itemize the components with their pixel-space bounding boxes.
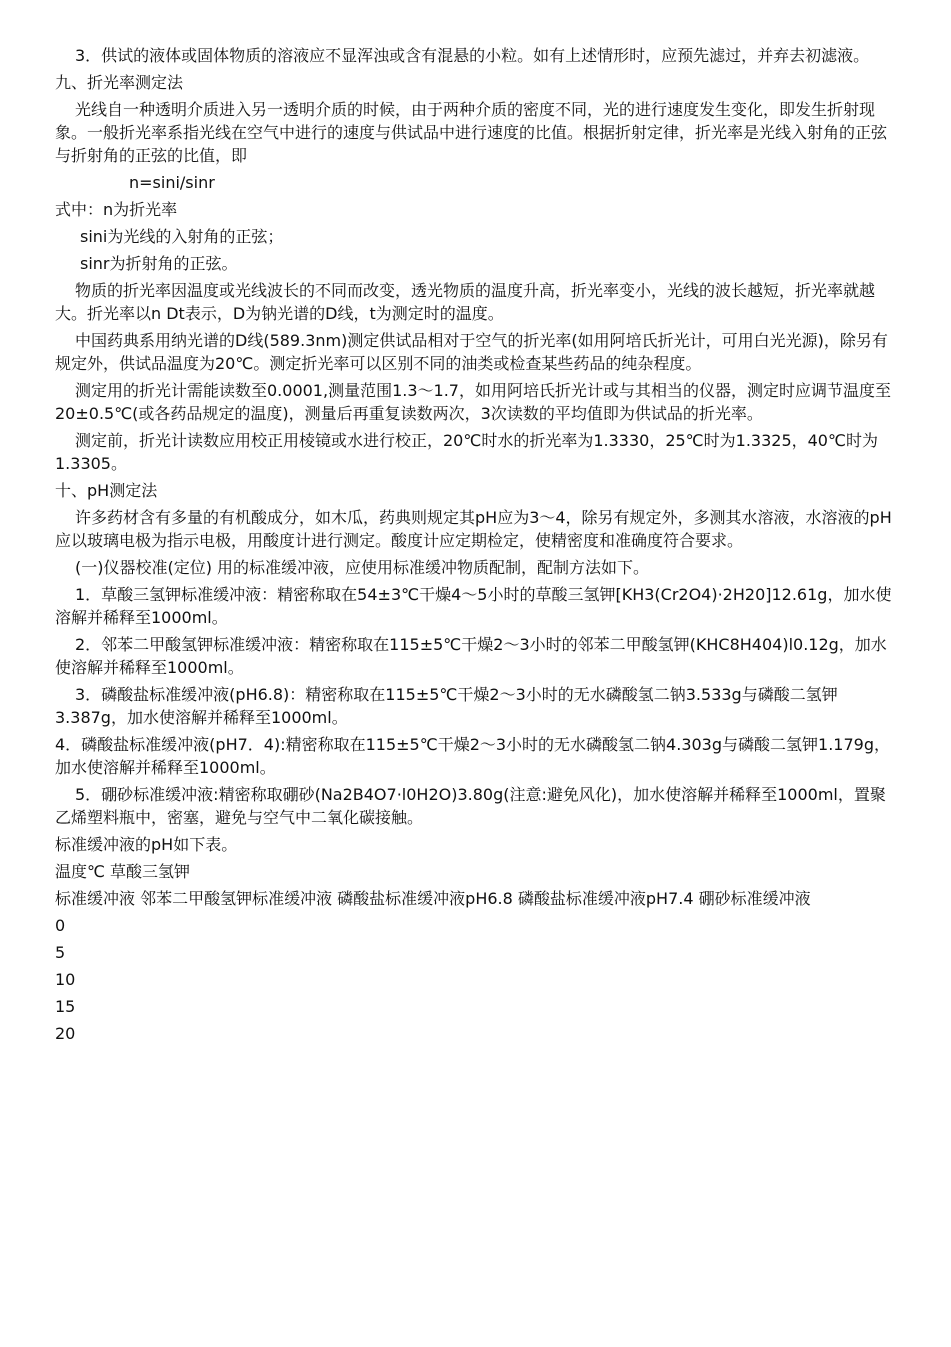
paragraph: 测定前，折光计读数应用校正用棱镜或水进行校正，20℃时水的折光率为1.3330，25℃时为1.3325，40℃时为1.3305。 (55, 431, 878, 473)
paragraph: 3．供试的液体或固体物质的溶液应不显浑浊或含有混悬的小粒。如有上述情形时，应预先滤过，并弃去初滤液。 (75, 46, 870, 65)
paragraph: 式中：n为折光率 (55, 200, 178, 219)
paragraph: (一)仪器校准(定位) 用的标准缓冲液，应使用标准缓冲物质配制，配制方法如下。 (75, 558, 650, 577)
section-heading-ph: 十、pH测定法 (55, 481, 158, 500)
definition-line: sinr为折射角的正弦。 (80, 254, 238, 273)
definition-line: sini为光线的入射角的正弦； (80, 227, 284, 246)
temperature-value: 15 (55, 997, 76, 1016)
temperature-value: 5 (55, 943, 66, 962)
paragraph: 光线自一种透明介质进入另一透明介质的时候，由于两种介质的密度不同，光的进行速度发生变化，即发生折射现象。一般折光率系指光线在空气中进行的速度与供试品中进行速度的比值。根据折射定律，折光率是光线入射角的正弦与折射角的正弦的比值，即 (55, 100, 888, 165)
paragraph: 中国药典系用纳光谱的D线(589.3nm)测定供试品相对于空气的折光率(如用阿培氏折光计，可用白光光源)，除另有规定外，供试品温度为20℃。测定折光率可以区别不同的油类或检查某些药品的纯杂程度。 (55, 331, 888, 373)
temperature-value: 0 (55, 916, 66, 935)
buffer-item-5: 5．硼砂标准缓冲液:精密称取硼砂(Na2B4O7·l0H2O)3.80g(注意:避免风化)，加水使溶解并稀释至1000ml，置聚乙烯塑料瓶中，密塞，避免与空气中二氧化碳接触。 (55, 785, 886, 827)
temperature-value: 20 (55, 1024, 76, 1043)
formula: n=sini/sinr (129, 173, 215, 192)
table-header-line-2: 标准缓冲液 邻苯二甲酸氢钾标准缓冲液 磷酸盐标准缓冲液pH6.8 磷酸盐标准缓冲液pH7.4 硼砂标准缓冲液 (55, 889, 811, 908)
table-intro: 标准缓冲液的pH如下表。 (55, 835, 238, 854)
paragraph: 物质的折光率因温度或光线波长的不同而改变，透光物质的温度升高，折光率变小，光线的波长越短，折光率就越大。折光率以n Dt表示，D为钠光谱的D线，t为测定时的温度。 (55, 281, 876, 323)
buffer-item-3: 3．磷酸盐标准缓冲液(pH6.8)：精密称取在115±5℃干燥2～3小时的无水磷酸氢二钠3.533g与磷酸二氢钾3.387g，加水使溶解并稀释至1000ml。 (55, 685, 838, 727)
section-heading-refractive-index: 九、折光率测定法 (55, 73, 184, 92)
buffer-item-1: 1．草酸三氢钾标准缓冲液：精密称取在54±3℃干燥4～5小时的草酸三氢钾[KH3(Cr2O4)·2H20]12.61g，加水使溶解并稀释至1000ml。 (55, 585, 892, 627)
paragraph: 许多药材含有多量的有机酸成分，如木瓜，药典则规定其pH应为3～4，除另有规定外，多测其水溶液，水溶液的pH应以玻璃电极为指示电极，用酸度计进行测定。酸度计应定期检定，使精密度和准确度符合要求。 (55, 508, 892, 550)
temperature-value: 10 (55, 970, 76, 989)
paragraph: 测定用的折光计需能读数至0.0001,测量范围1.3～1.7，如用阿培氏折光计或与其相当的仪器，测定时应调节温度至20±0.5℃(或各药品规定的温度)，测量后再重复读数两次，3次读数的平均值即为供试品的折光率。 (55, 381, 891, 423)
table-header-line-1: 温度℃ 草酸三氢钾 (55, 862, 191, 881)
buffer-item-4: 4．磷酸盐标准缓冲液(pH7．4):精密称取在115±5℃干燥2～3小时的无水磷酸氢二钠4.303g与磷酸二氢钾1.179g，加水使溶解并稀释至1000ml。 (55, 735, 890, 777)
buffer-item-2: 2．邻苯二甲酸氢钾标准缓冲液：精密称取在115±5℃干燥2～3小时的邻苯二甲酸氢钾(KHC8H404)l0.12g，加水使溶解并稀释至1000ml。 (55, 635, 887, 677)
